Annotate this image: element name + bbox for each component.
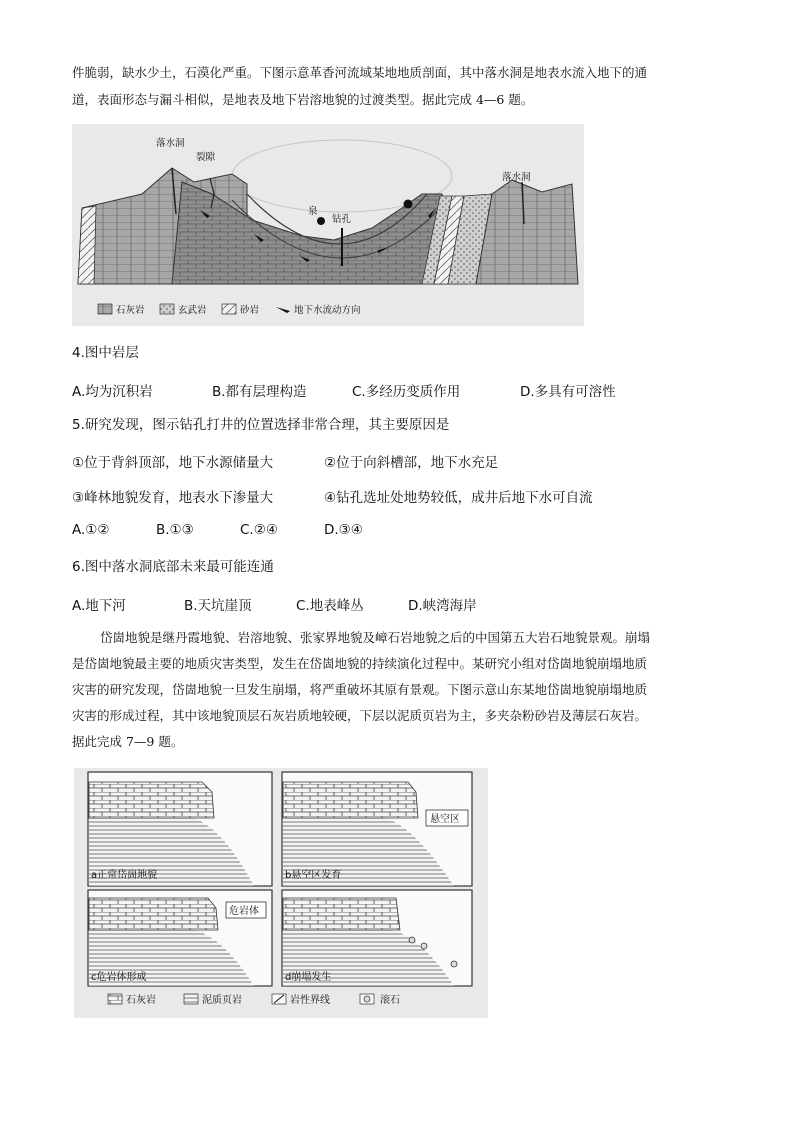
label-spring: 泉	[308, 206, 318, 217]
q5-option-a: A.①②	[72, 522, 110, 538]
legend-flow: 地下水流动方向	[294, 305, 361, 316]
legend-sandstone: 砂岩	[240, 305, 260, 316]
label-borehole: 钻孔	[332, 214, 352, 225]
legend-basalt: 玄武岩	[178, 305, 207, 316]
legend-basalt-swatch	[160, 304, 174, 314]
panel-a-title: a正常岱崮地貌	[91, 870, 158, 881]
legend-sandstone-swatch	[222, 304, 236, 314]
intro2-line5: 据此完成 7—9 题。	[72, 734, 184, 749]
label-sinkhole-right: 落水洞	[502, 172, 531, 183]
q5-statement-4: ④钻孔选址处地势较低，成井后地下水可自流	[324, 490, 593, 506]
legend-boulder-icon	[364, 996, 370, 1002]
q5-stem: 5.研究发现，图示钻孔打井的位置选择非常合理，其主要原因是	[72, 417, 450, 433]
intro1-line1: 件脆弱，缺水少土，石漠化严重。下图示意革香河流域某地地质剖面，其中落水洞是地表水流入地下的通	[72, 65, 648, 80]
legend-shale: 泥质页岩	[202, 995, 242, 1006]
q6-option-b: B.天坑崖顶	[184, 598, 252, 614]
panel-b	[282, 772, 472, 886]
legend-limestone: 石灰岩	[116, 305, 145, 316]
legend-limestone-2: 石灰岩	[126, 995, 156, 1006]
intro2-line4: 灾害的形成过程，其中该地貌顶层石灰岩质地较硬，下层以泥质页岩为主，多夹杂粉砂岩及薄层石灰岩。	[72, 708, 648, 723]
intro2-line2: 是岱崮地貌最主要的地质灾害类型，发生在岱崮地貌的持续演化过程中。某研究小组对岱崮地貌崩塌地质	[72, 656, 648, 671]
legend-limestone-swatch	[108, 994, 122, 1004]
panel-d	[282, 890, 472, 986]
intro2-line1: 岱崮地貌是继丹霞地貌、岩溶地貌、张家界地貌及嶂石岩地貌之后的中国第五大岩石地貌景观。崩塌	[100, 630, 651, 645]
q5-option-b: B.①③	[156, 522, 194, 538]
collapse-process-figure	[74, 768, 488, 1018]
q5-statement-3: ③峰林地貌发育，地表水下渗量大	[72, 490, 274, 506]
legend-flow-arrow-icon	[276, 307, 290, 313]
q5-option-c: C.②④	[240, 522, 278, 538]
panel-c	[88, 890, 272, 986]
panel-a	[88, 772, 272, 886]
q4-option-d: D.多具有可溶性	[520, 384, 616, 400]
panel-d-title: d崩塌发生	[285, 972, 332, 983]
q6-stem: 6.图中落水洞底部未来最可能连通	[72, 559, 274, 575]
q4-option-a: A.均为沉积岩	[72, 384, 153, 400]
legend-limestone-swatch	[98, 304, 112, 314]
legend-boulder: 滚石	[380, 995, 400, 1006]
label-sinkhole-left: 落水洞	[156, 138, 185, 149]
panel-c-title: c危岩体形成	[91, 972, 147, 983]
q5-statement-2: ②位于向斜槽部，地下水充足	[324, 455, 499, 471]
tag-overhang: 悬空区	[430, 814, 460, 825]
panel-b-title: b悬空区发育	[285, 870, 342, 881]
q4-option-b: B.都有层理构造	[212, 384, 307, 400]
legend-boundary: 岩性界线	[290, 995, 330, 1006]
q4-stem: 4.图中岩层	[72, 345, 139, 361]
q6-option-c: C.地表峰丛	[296, 598, 364, 614]
intro1-line2: 道，表面形态与漏斗相似，是地表及地下岩溶地貌的过渡类型。据此完成 4—6 题。	[72, 92, 534, 107]
label-fissure: 裂隙	[196, 152, 216, 163]
q6-option-a: A.地下河	[72, 598, 126, 614]
q6-option-d: D.峡湾海岸	[408, 598, 477, 614]
q4-option-c: C.多经历变质作用	[352, 384, 461, 400]
q5-option-d: D.③④	[324, 522, 363, 538]
q5-statement-1: ①位于背斜顶部，地下水源储量大	[72, 455, 274, 471]
legend-shale-swatch	[184, 994, 198, 1004]
tag-unstable-rock: 危岩体	[229, 906, 259, 917]
geologic-section-figure	[72, 124, 584, 326]
intro2-line3: 灾害的研究发现，岱崮地貌一旦发生崩塌，将严重破坏其原有景观。下图示意山东某地岱崮地貌崩塌地质	[72, 682, 648, 697]
